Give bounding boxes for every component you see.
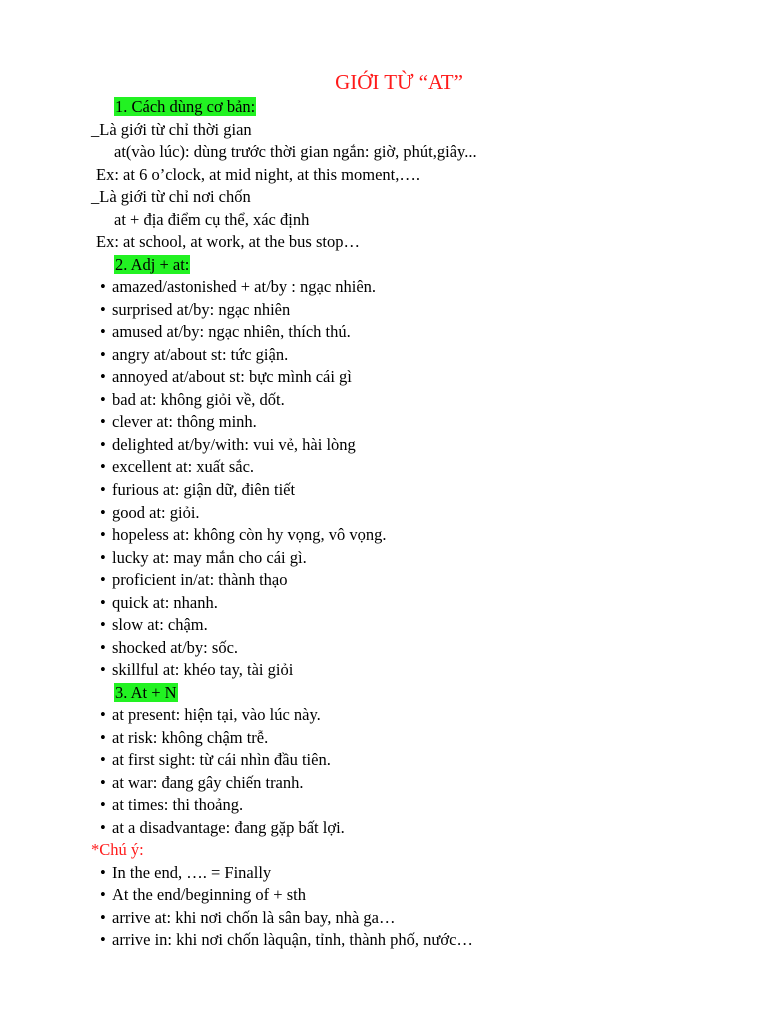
list-item-text: at risk: không chậm trễ.: [112, 728, 269, 747]
list-item: [100, 411, 257, 433]
bullet: •: [100, 863, 106, 882]
bullet: •: [100, 795, 106, 814]
section-3-heading: [114, 682, 178, 704]
bullet: •: [100, 300, 106, 319]
bullet: •: [100, 412, 106, 431]
bullet: •: [100, 570, 106, 589]
list-item-text: bad at: không giỏi về, dốt.: [112, 390, 285, 409]
list-item: [100, 344, 288, 366]
list-item-text: angry at/about st: tức giận.: [112, 345, 289, 364]
list-item: [100, 569, 288, 591]
bullet: •: [100, 593, 106, 612]
bullet: •: [100, 660, 106, 679]
bullet: •: [100, 277, 106, 296]
bullet: •: [100, 705, 106, 724]
list-item-text: hopeless at: không còn hy vọng, vô vọng.: [112, 525, 387, 544]
bullet: •: [100, 435, 106, 454]
list-item: [100, 884, 306, 906]
bullet: •: [100, 885, 106, 904]
bullet: •: [100, 818, 106, 837]
list-item: [100, 929, 473, 951]
list-item-text: at a disadvantage: đang gặp bất lợi.: [112, 818, 345, 837]
list-item: [100, 749, 331, 771]
section-1-line: at(vào lúc): dùng trước thời gian ngắn: giờ, phút,giây...: [114, 142, 477, 161]
section-2-heading-text: 2. Adj + at:: [115, 255, 190, 274]
bullet: •: [100, 367, 106, 386]
list-item: [100, 434, 356, 456]
list-item: [100, 659, 293, 681]
list-item-text: arrive at: khi nơi chốn là sân bay, nhà ga…: [112, 908, 396, 927]
list-item: [100, 389, 285, 411]
list-item-text: amused at/by: ngạc nhiên, thích thú.: [112, 322, 351, 341]
list-item-text: quick at: nhanh.: [112, 593, 218, 612]
list-item: [100, 299, 290, 321]
section-1-line: at + địa điểm cụ thể, xác định: [114, 210, 310, 229]
bullet: •: [100, 615, 106, 634]
list-item: [100, 772, 304, 794]
list-item-text: shocked at/by: sốc.: [112, 638, 239, 657]
section-3-heading-text: 3. At + N: [115, 683, 177, 702]
list-item-text: clever at: thông minh.: [112, 412, 257, 431]
section-1-line: Ex: at 6 o’clock, at mid night, at this moment,….: [96, 165, 420, 184]
list-item-text: amazed/astonished + at/by : ngạc nhiên.: [112, 277, 377, 296]
section-1-line: _Là giới từ chỉ thời gian: [91, 120, 252, 139]
bullet: •: [100, 773, 106, 792]
list-item: [100, 479, 295, 501]
list-item-text: at first sight: từ cái nhìn đầu tiên.: [112, 750, 331, 769]
list-item-text: In the end, …. = Finally: [112, 863, 272, 882]
list-item-text: at times: thi thoảng.: [112, 795, 244, 814]
list-item: [100, 547, 307, 569]
bullet: •: [100, 638, 106, 657]
list-item: [100, 592, 218, 614]
list-item: [100, 794, 243, 816]
bullet: •: [100, 390, 106, 409]
list-item-text: excellent at: xuất sắc.: [112, 457, 255, 476]
section-1-heading: [114, 96, 256, 118]
list-item-text: skillful at: khéo tay, tài giỏi: [112, 660, 294, 679]
list-item: [100, 276, 376, 298]
list-item: [100, 637, 238, 659]
section-1-heading-text: 1. Cách dùng cơ bản:: [115, 97, 256, 116]
bullet: •: [100, 548, 106, 567]
bullet: •: [100, 322, 106, 341]
list-item-text: delighted at/by/with: vui vẻ, hài lòng: [112, 435, 356, 454]
list-item: [100, 456, 254, 478]
section-1-line: _Là giới từ chỉ nơi chốn: [91, 187, 251, 206]
bullet: •: [100, 480, 106, 499]
page-title: GIỚI TỪ “AT”: [335, 70, 463, 94]
bullet: •: [100, 728, 106, 747]
list-item-text: annoyed at/about st: bực mình cái gì: [112, 367, 352, 386]
list-item-text: at war: đang gây chiến tranh.: [112, 773, 304, 792]
list-item-text: furious at: giận dữ, điên tiết: [112, 480, 296, 499]
list-item-text: good at: giỏi.: [112, 503, 200, 522]
bullet: •: [100, 457, 106, 476]
section-2-heading: [114, 254, 190, 276]
list-item: [100, 727, 268, 749]
section-1-line: Ex: at school, at work, at the bus stop…: [96, 232, 360, 251]
bullet: •: [100, 503, 106, 522]
list-item: [100, 862, 271, 884]
list-item-text: proficient in/at: thành thạo: [112, 570, 288, 589]
list-item: [100, 321, 351, 343]
list-item-text: at present: hiện tại, vào lúc này.: [112, 705, 321, 724]
list-item-text: lucky at: may mắn cho cái gì.: [112, 548, 307, 567]
bullet: •: [100, 930, 106, 949]
list-item: [100, 524, 387, 546]
list-item: [100, 366, 352, 388]
note-heading: *Chú ý:: [91, 840, 144, 859]
list-item-text: surprised at/by: ngạc nhiên: [112, 300, 291, 319]
list-item: [100, 502, 200, 524]
list-item: [100, 614, 208, 636]
list-item-text: At the end/beginning of + sth: [112, 885, 306, 904]
bullet: •: [100, 345, 106, 364]
list-item: [100, 704, 321, 726]
list-item: [100, 907, 395, 929]
bullet: •: [100, 525, 106, 544]
list-item-text: slow at: chậm.: [112, 615, 208, 634]
bullet: •: [100, 908, 106, 927]
list-item: [100, 817, 345, 839]
list-item-text: arrive in: khi nơi chốn làquận, tỉnh, thành phố, nước…: [112, 930, 473, 949]
bullet: •: [100, 750, 106, 769]
